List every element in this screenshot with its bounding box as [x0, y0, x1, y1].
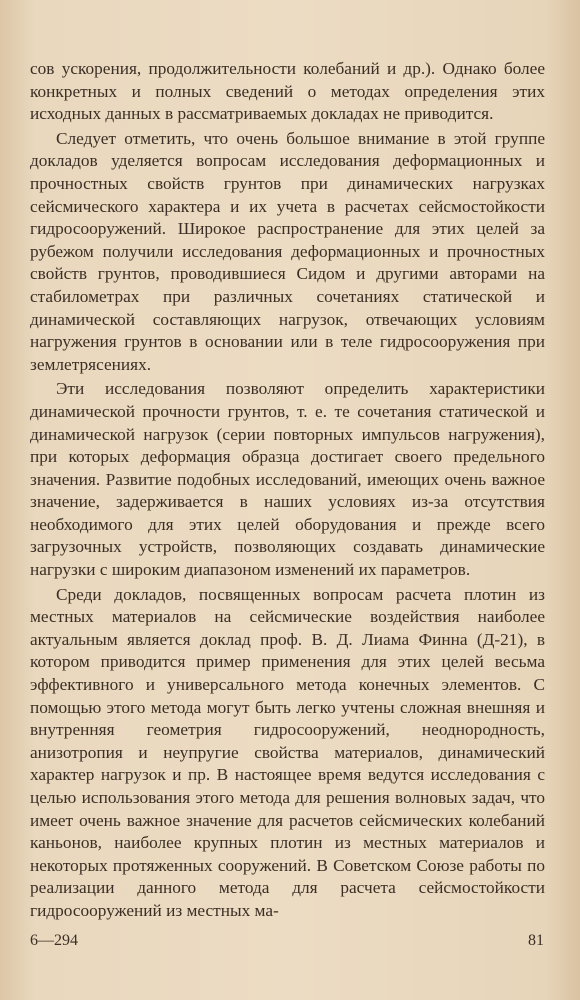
- paragraph-4: Среди докладов, посвященных вопросам расчета плотин из местных материалов на сейсмические воздействия наиболее актуальным является доклад проф. В. Д. Лиама Финна (Д-21), в котором приводится пример применения для этих целей весьма эффективного и универсального метода конечных элементов. С помощью этого метода могут быть легко учтены сложная внешняя и внутренняя геометрия гидросооружений, неоднородность, анизотропия и неупругие свойства материалов, динамический характер нагрузок и пр. В настоящее время ведутся исследования с целью использования этого метода для решения волновых задач, что имеет очень важное значение для расчетов сейсмических колебаний каньонов, наиболее крупных плотин из местных материалов и некоторых протяженных сооружений. В Советском Союзе работы по реализации данного метода для расчета сейсмостойкости гидросооружений из местных ма-: [30, 584, 545, 920]
- body-text: [30, 58, 545, 923]
- paragraph-1: сов ускорения, продолжительности колебаний и др.). Однако более конкретных и полных сведений о методах определения этих исходных данных в рассматриваемых докладах не приводится.: [30, 59, 545, 124]
- paragraph-3: Эти исследования позволяют определить характеристики динамической прочности грунтов, т. е. те сочетания статической и динамической нагрузок (серии повторных импульсов нагружения), при которых деформация образца достигает своего предельного значения. Развитие подобных исследований, имеющих очень важное значение, задерживается в наших условиях из-за отсутствия необходимого для этих целей оборудования и прежде всего загрузочных устройств, позволяющих создавать динамические нагрузки с широким диапазоном изменений их параметров.: [30, 379, 545, 580]
- signature-mark: 6—294: [30, 932, 78, 949]
- page-number: 81: [528, 932, 544, 949]
- paragraph-2: Следует отметить, что очень большое внимание в этой группе докладов уделяется вопросам исследования деформационных и прочностных свойств грунтов при динамических нагрузках сейсмического характера и их учета в расчетах сейсмостойкости гидросооружений. Широкое распространение для этих целей за рубежом получили исследования деформационных и прочностных свойств грунтов, проводившиеся Сидом и другими авторами на стабилометрах при различных сочетаниях статической и динамической составляющих нагрузок, отвечающих условиям нагружения грунтов в основании или в теле гидросооружения при землетрясениях.: [30, 128, 545, 374]
